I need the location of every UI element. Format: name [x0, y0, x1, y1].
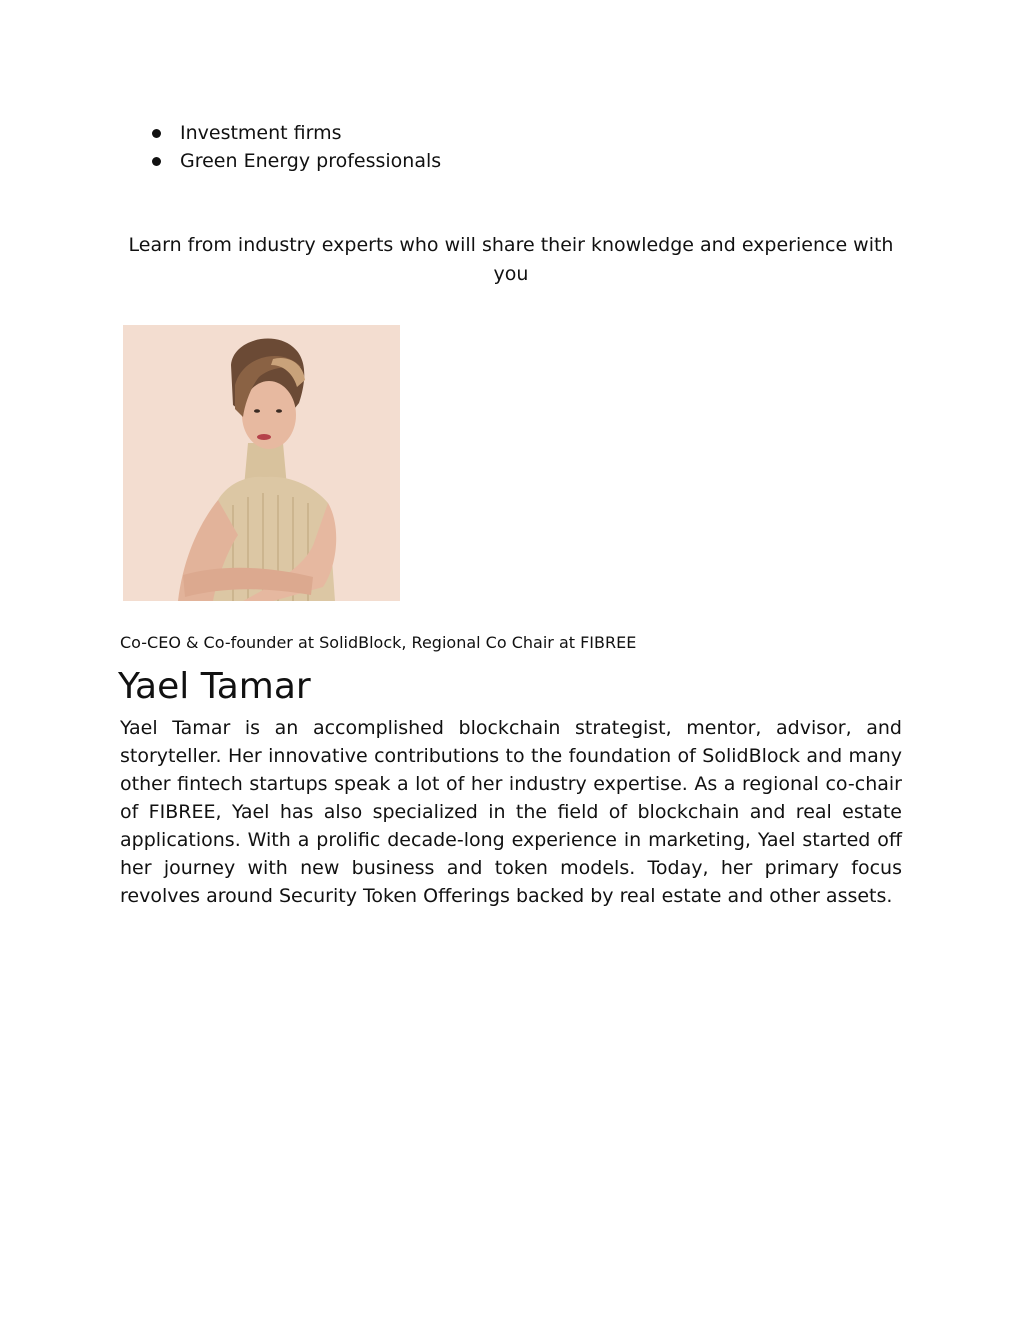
speaker-role: Co-CEO & Co-founder at SolidBlock, Regional Co Chair at FIBREE: [120, 633, 637, 652]
audience-list: [150, 119, 441, 175]
speaker-name: Yael Tamar: [118, 666, 311, 707]
speaker-portrait-icon: [123, 325, 400, 601]
speaker-bio: Yael Tamar is an accomplished blockchain strategist, mentor, advisor, and storyteller. Her innovative contributions to the foundation of SolidBlock and many other fintech startups speak a lot of her industry expertise. As a regional co-chair of FIBREE, Yael has also specialized in the field of blockchain and real estate applications. With a prolific decade-long experience in marketing, Yael started off her journey with new business and token models. Today, her primary focus revolves around Security Token Offerings backed by real estate and other assets.: [120, 717, 902, 907]
list-item-text: Green Energy professionals: [180, 150, 442, 172]
speaker-photo: [123, 325, 400, 601]
bullet-icon: [152, 129, 161, 138]
list-item-text: Investment firms: [180, 122, 342, 144]
list-item: [150, 147, 441, 175]
list-item: [150, 119, 441, 147]
bullet-icon: [152, 157, 161, 166]
intro-text: Learn from industry experts who will share their knowledge and experience with you: [128, 234, 894, 285]
